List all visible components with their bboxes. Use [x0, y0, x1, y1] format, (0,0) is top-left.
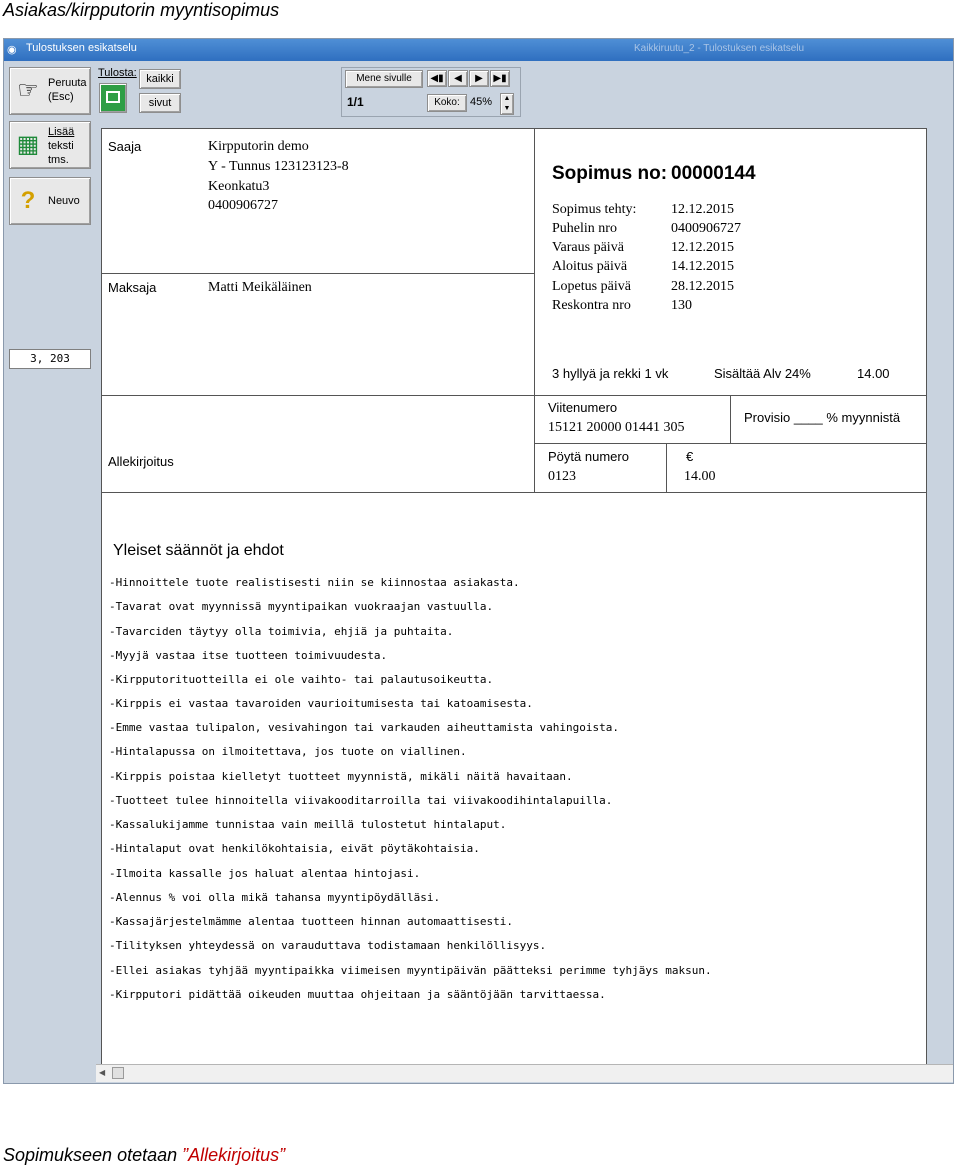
table-number-label: Pöytä numero: [548, 449, 629, 464]
status-box: 3, 203: [9, 349, 91, 369]
rule-item: -Kirpputori pidättää oikeuden muuttaa ohjeitaan ja sääntöjään tarvittaessa.: [109, 988, 606, 1001]
contract-row-value: 28.12.2015: [671, 279, 734, 294]
rule-item: -Myyjä vastaa itse tuotteen toimivuudesta.: [109, 649, 388, 662]
payer-name: Matti Meikäläinen: [208, 280, 312, 295]
rule-item: -Ellei asiakas tyhjää myyntipaikka viimeisen myyntipäivän päätteksi perimme tyhjäys maksun.: [109, 964, 712, 977]
table-amount: 14.00: [684, 469, 716, 484]
contract-row-value: 12.12.2015: [671, 202, 734, 217]
print-preview-window: [3, 38, 954, 1084]
rule-item: -Alennus % voi olla mikä tahansa myyntipöydälläsi.: [109, 891, 441, 904]
reference-label: Viitenumero: [548, 400, 618, 415]
contract-row-label: Varaus päivä: [552, 240, 624, 255]
contract-row-value: 0400906727: [671, 221, 741, 236]
contract-row-value: 14.12.2015: [671, 259, 734, 274]
zoom-value: 45%: [470, 96, 493, 108]
rule-item: -Tavarciden täytyy olla toimivia, ehjiä ja puhtaita.: [109, 625, 454, 638]
contract-price: 14.00: [857, 366, 890, 381]
print-all-button[interactable]: kaikki: [139, 69, 181, 89]
add-text-label2: teksti: [48, 140, 74, 152]
add-text-button[interactable]: [9, 121, 91, 169]
first-page-icon: ◀▮: [430, 73, 444, 84]
page-indicator: 1/1: [347, 95, 364, 109]
caption-highlight: ”Allekirjoitus”: [182, 1145, 286, 1165]
rule-item: -Kirppis ei vastaa tavaroiden vaurioitumisesta tai katoamisesta.: [109, 697, 533, 710]
eye-icon: ◉: [7, 44, 17, 56]
printer-icon: [106, 91, 120, 103]
reference-value: 15121 20000 01441 305: [548, 420, 685, 435]
window-title: Tulostuksen esikatselu: [26, 42, 137, 54]
contract-vat: Sisältää Alv 24%: [714, 366, 811, 381]
printer-button[interactable]: [99, 83, 127, 113]
contract-row-label: Puhelin nro: [552, 221, 617, 236]
rule-item: -Tuotteet tulee hinnoitella viivakooditarroilla tai viivakoodihintalapuilla.: [109, 794, 613, 807]
rule-item: -Kirppis poistaa kielletyt tuotteet myynnistä, mikäli näitä havaitaan.: [109, 770, 573, 783]
contract-row-label: Reskontra nro: [552, 298, 631, 313]
recipient-phone: 0400906727: [208, 198, 278, 213]
prev-page-icon: ◀: [454, 73, 462, 84]
provision-text: Provisio ____ % myynnistä: [744, 410, 901, 425]
page-navigation: [341, 67, 521, 117]
help-label: Neuvo: [48, 195, 80, 207]
cancel-shortcut: (Esc): [48, 91, 74, 103]
contract-row-label: Sopimus tehty:: [552, 202, 637, 217]
hand-icon: ☞: [17, 77, 39, 104]
rule-item: -Hintalapussa on ilmoitettava, jos tuote on viallinen.: [109, 745, 467, 758]
right-margin: [927, 128, 954, 1068]
caption: [3, 1145, 285, 1166]
payer-label: Maksaja: [108, 280, 157, 295]
zoom-down-icon: ▼: [503, 105, 511, 112]
first-page-button[interactable]: [427, 70, 447, 87]
recipient-ytunnus: Y - Tunnus 123123123-8: [208, 159, 349, 174]
rules-title: Yleiset säännöt ja ehdot: [113, 542, 284, 559]
zoom-stepper[interactable]: [500, 93, 514, 115]
rule-item: -Hinnoittele tuote realistisesti niin se kiinnostaa asiakasta.: [109, 576, 520, 589]
contract-row-label: Aloitus päivä: [552, 259, 628, 274]
cancel-label: Peruuta: [48, 77, 87, 89]
rule-item: -Tilityksen yhteydessä on varauduttava todistamaan henkilöllisyys.: [109, 939, 547, 952]
goto-page-button[interactable]: Mene sivulle: [345, 70, 423, 88]
add-text-label3: tms.: [48, 154, 69, 166]
add-text-label1: Lisää: [48, 126, 75, 138]
last-page-button[interactable]: [490, 70, 510, 87]
contract-item: 3 hyllyä ja rekki 1 vk: [552, 366, 669, 381]
rule-item: -Emme vastaa tulipalon, vesivahingon tai varkauden aiheuttamista vahingoista.: [109, 721, 619, 734]
contract-title-label: Sopimus no:: [552, 163, 668, 184]
document-title: Asiakas/kirpputorin myyntisopimus: [3, 0, 280, 20]
rule-item: -Kassalukijamme tunnistaa vain meillä tulostetut hintalaput.: [109, 818, 507, 831]
contract-row-value: 12.12.2015: [671, 240, 734, 255]
question-icon: ?: [20, 187, 36, 214]
contract-row-value: 130: [671, 298, 692, 313]
recipient-name: Kirpputorin demo: [208, 139, 309, 154]
currency-symbol: €: [686, 449, 694, 464]
print-label: Tulosta:: [98, 67, 137, 79]
scroll-left-icon[interactable]: ◀: [99, 1068, 106, 1077]
zoom-button[interactable]: Koko:: [427, 94, 467, 112]
scroll-thumb[interactable]: [112, 1067, 124, 1079]
contract-row-label: Lopetus päivä: [552, 279, 631, 294]
recipient-address: Keonkatu3: [208, 179, 270, 194]
help-button[interactable]: [9, 177, 91, 225]
title-bar: [4, 39, 954, 61]
recipient-label: Saaja: [108, 139, 142, 154]
rule-item: -Hintalaput ovat henkilökohtaisia, eivät pöytäkohtaisia.: [109, 842, 480, 855]
caption-prefix: Sopimukseen otetaan: [3, 1145, 183, 1165]
rule-item: -Ilmoita kassalle jos haluat alentaa hintojasi.: [109, 867, 421, 880]
cancel-button[interactable]: [9, 67, 91, 115]
rule-item: -Tavarat ovat myynnissä myyntipaikan vuokraajan vastuulla.: [109, 600, 494, 613]
last-page-icon: ▶▮: [493, 73, 507, 84]
book-icon: ▦: [16, 131, 40, 158]
rule-item: -Kassajärjestelmämme alentaa tuotteen hinnan automaattisesti.: [109, 915, 513, 928]
table-number-value: 0123: [548, 469, 576, 484]
zoom-up-icon: ▲: [503, 95, 511, 102]
left-toolbar: [4, 61, 96, 1084]
contract-number: 00000144: [671, 163, 756, 184]
prev-page-button[interactable]: [448, 70, 468, 87]
print-toolbar: [96, 67, 181, 117]
print-pages-button[interactable]: sivut: [139, 93, 181, 113]
next-page-button[interactable]: [469, 70, 489, 87]
signature-label: Allekirjoitus: [108, 454, 174, 469]
next-page-icon: ▶: [475, 73, 483, 84]
window-title-blurred: Kaikkiruutu_2 - Tulostuksen esikatselu: [634, 43, 805, 54]
rule-item: -Kirpputorituotteilla ei ole vaihto- tai palautusoikeutta.: [109, 673, 494, 686]
contract-page: [101, 128, 927, 1068]
horizontal-scrollbar[interactable]: [96, 1064, 954, 1082]
